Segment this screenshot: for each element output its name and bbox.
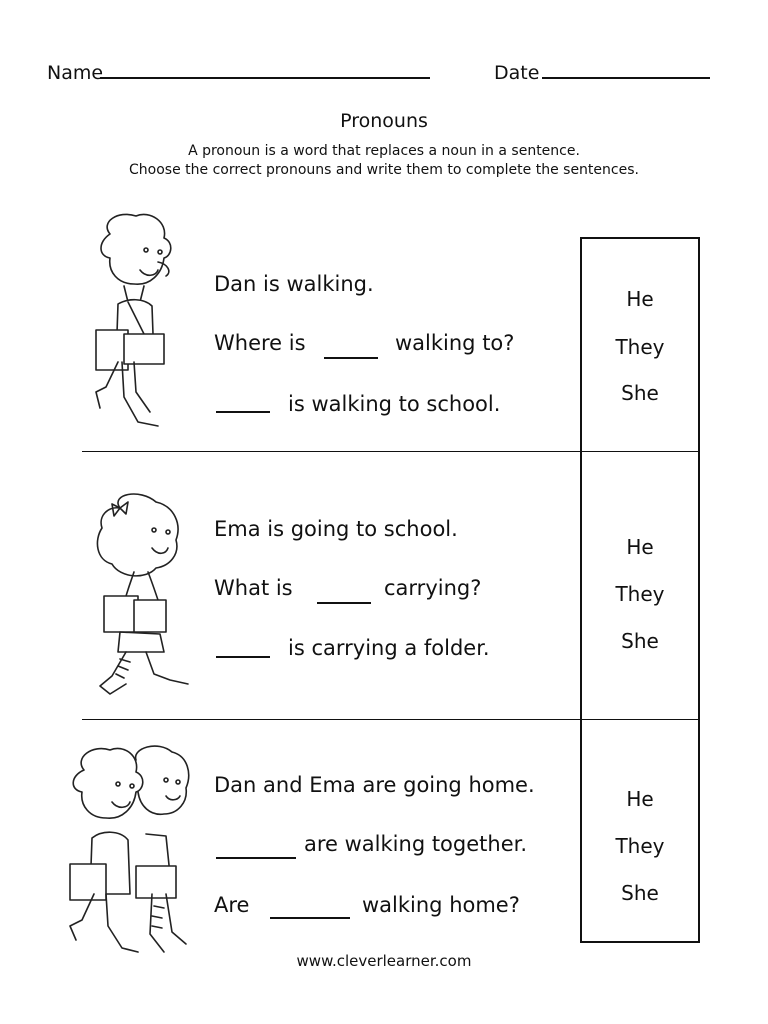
sentence: are walking together.	[304, 832, 528, 856]
sentence: What is	[214, 576, 293, 600]
sentence: is carrying a folder.	[288, 636, 490, 660]
boy-and-girl-walking-illustration	[62, 744, 197, 959]
choice-she: She	[621, 381, 659, 405]
answer-blank[interactable]	[270, 917, 350, 919]
name-field[interactable]	[100, 77, 430, 79]
section-divider	[82, 719, 700, 720]
sentence: Ema is going to school.	[214, 517, 458, 541]
choice-he: He	[626, 287, 654, 311]
choice-he: He	[626, 535, 654, 559]
sentence: carrying?	[384, 576, 482, 600]
sentence: Where is	[214, 331, 306, 355]
sentence: Dan and Ema are going home.	[214, 773, 535, 797]
answer-blank[interactable]	[216, 857, 296, 859]
boy-walking-illustration	[88, 212, 183, 437]
choice-they: They	[615, 834, 665, 858]
date-label: Date	[494, 62, 540, 84]
sentence: Dan is walking.	[214, 272, 374, 296]
website-footer: www.cleverlearner.com	[296, 952, 472, 970]
choice-she: She	[621, 881, 659, 905]
section-divider	[82, 451, 700, 452]
name-label: Name	[47, 62, 104, 84]
answer-blank[interactable]	[324, 357, 378, 359]
sentence: walking home?	[362, 893, 520, 917]
answer-blank[interactable]	[317, 602, 371, 604]
sentence: Are	[214, 893, 250, 917]
sentence: is walking to school.	[288, 392, 501, 416]
choice-he: He	[626, 787, 654, 811]
sentence: walking to?	[395, 331, 515, 355]
answer-blank[interactable]	[216, 411, 270, 413]
girl-walking-illustration	[90, 494, 190, 699]
date-field[interactable]	[542, 77, 710, 79]
instruction-line-2: Choose the correct pronouns and write them to complete the sentences.	[129, 162, 639, 178]
choice-they: They	[615, 335, 665, 359]
choice-they: They	[615, 582, 665, 606]
answer-blank[interactable]	[216, 656, 270, 658]
choice-she: She	[621, 629, 659, 653]
page-title: Pronouns	[340, 110, 428, 132]
instruction-line-1: A pronoun is a word that replaces a noun in a sentence.	[188, 143, 580, 159]
